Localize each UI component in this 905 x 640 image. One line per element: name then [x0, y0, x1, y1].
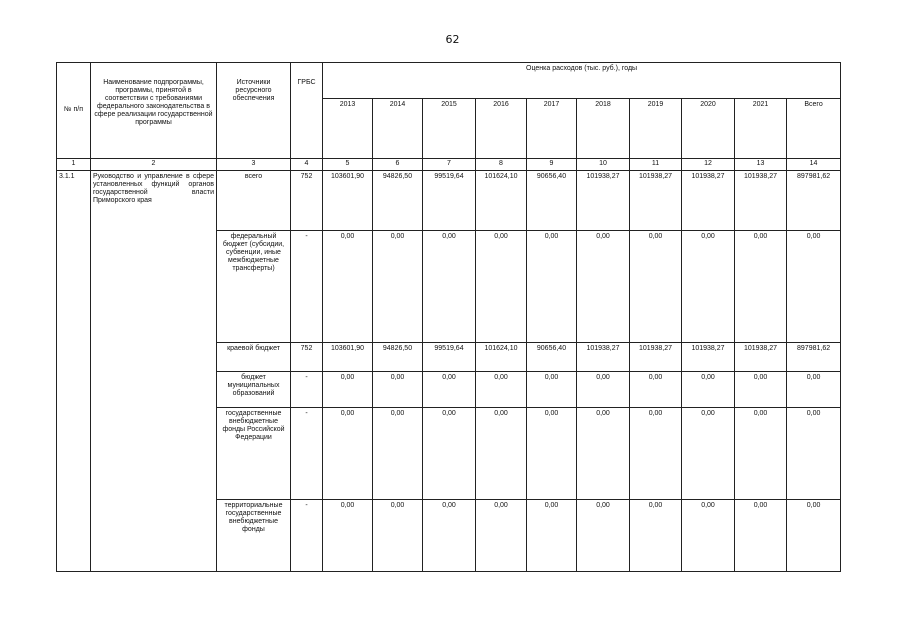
column-number: 6: [373, 159, 423, 171]
value-cell: 0,00: [476, 231, 527, 343]
value-cell: 0,00: [476, 500, 527, 572]
value-cell: 103601,90: [323, 343, 373, 372]
value-cell: 0,00: [476, 408, 527, 500]
value-cell: 0,00: [527, 500, 577, 572]
year-header: 2019: [630, 99, 682, 159]
value-cell: 101938,27: [577, 343, 630, 372]
column-number: 11: [630, 159, 682, 171]
year-header: 2017: [527, 99, 577, 159]
header-col-estimate: Оценка расходов (тыс. руб.), годы: [323, 63, 841, 99]
value-cell: 0,00: [527, 231, 577, 343]
value-cell: 0,00: [735, 372, 787, 408]
grbs-value: -: [291, 372, 323, 408]
value-cell: 0,00: [735, 408, 787, 500]
source-label: краевой бюджет: [217, 343, 291, 372]
year-header: 2021: [735, 99, 787, 159]
value-cell: 99519,64: [423, 343, 476, 372]
column-number: 10: [577, 159, 630, 171]
item-name: Руководство и управление в сфере установленных функций органов государственной власти Приморского края: [91, 171, 217, 572]
value-cell: 0,00: [373, 408, 423, 500]
page-number: 62: [445, 33, 460, 46]
year-header: 2015: [423, 99, 476, 159]
value-cell: 101938,27: [577, 171, 630, 231]
budget-table: [56, 62, 841, 572]
value-cell: 0,00: [476, 372, 527, 408]
total-cell: 0,00: [787, 500, 841, 572]
column-number: 14: [787, 159, 841, 171]
value-cell: 101938,27: [735, 343, 787, 372]
total-cell: 897981,62: [787, 171, 841, 231]
year-header: 2016: [476, 99, 527, 159]
value-cell: 0,00: [527, 408, 577, 500]
source-label: бюджет муниципальных образований: [217, 372, 291, 408]
source-label: территориальные государственные внебюджетные фонды: [217, 500, 291, 572]
header-col-no: № п/п: [57, 63, 91, 159]
value-cell: 101938,27: [630, 171, 682, 231]
value-cell: 0,00: [423, 500, 476, 572]
year-header: 2013: [323, 99, 373, 159]
value-cell: 0,00: [682, 500, 735, 572]
value-cell: 0,00: [527, 372, 577, 408]
value-cell: 94826,50: [373, 171, 423, 231]
value-cell: 0,00: [373, 372, 423, 408]
total-cell: 897981,62: [787, 343, 841, 372]
value-cell: 0,00: [323, 231, 373, 343]
value-cell: 101938,27: [682, 343, 735, 372]
value-cell: 0,00: [323, 500, 373, 572]
value-cell: 0,00: [735, 500, 787, 572]
value-cell: 0,00: [373, 500, 423, 572]
value-cell: 101938,27: [682, 171, 735, 231]
value-cell: 0,00: [682, 408, 735, 500]
year-header: 2020: [682, 99, 735, 159]
value-cell: 0,00: [323, 408, 373, 500]
total-header: Всего: [787, 99, 841, 159]
grbs-value: -: [291, 231, 323, 343]
value-cell: 101938,27: [735, 171, 787, 231]
total-cell: 0,00: [787, 408, 841, 500]
value-cell: 0,00: [323, 372, 373, 408]
value-cell: 101624,10: [476, 171, 527, 231]
value-cell: 0,00: [423, 372, 476, 408]
total-cell: 0,00: [787, 231, 841, 343]
column-number: 13: [735, 159, 787, 171]
grbs-value: -: [291, 408, 323, 500]
value-cell: 103601,90: [323, 171, 373, 231]
column-number: 12: [682, 159, 735, 171]
column-number: 1: [57, 159, 91, 171]
value-cell: 0,00: [577, 231, 630, 343]
value-cell: 0,00: [735, 231, 787, 343]
grbs-value: 752: [291, 171, 323, 231]
value-cell: 0,00: [630, 372, 682, 408]
grbs-value: 752: [291, 343, 323, 372]
total-cell: 0,00: [787, 372, 841, 408]
grbs-value: -: [291, 500, 323, 572]
source-label: федеральный бюджет (субсидии, субвенции, иные межбюджетные трансферты): [217, 231, 291, 343]
value-cell: 90656,40: [527, 343, 577, 372]
column-number: 5: [323, 159, 373, 171]
table-row: [57, 171, 841, 231]
header-col-sources: Источники ресурсного обеспечения: [217, 63, 291, 159]
column-number: 4: [291, 159, 323, 171]
value-cell: 0,00: [630, 500, 682, 572]
value-cell: 0,00: [577, 408, 630, 500]
column-number: 7: [423, 159, 476, 171]
column-number: 9: [527, 159, 577, 171]
value-cell: 101938,27: [630, 343, 682, 372]
column-number: 8: [476, 159, 527, 171]
header-col-name: Наименование подпрограммы, программы, принятой в соответствии с требованиями федерального законодательства в сфере реализации государственной программы: [91, 63, 217, 159]
column-number: 2: [91, 159, 217, 171]
header-row: [57, 63, 841, 99]
value-cell: 0,00: [423, 231, 476, 343]
value-cell: 0,00: [577, 500, 630, 572]
source-label: всего: [217, 171, 291, 231]
value-cell: 0,00: [577, 372, 630, 408]
column-number: 3: [217, 159, 291, 171]
value-cell: 0,00: [630, 408, 682, 500]
value-cell: 0,00: [373, 231, 423, 343]
value-cell: 101624,10: [476, 343, 527, 372]
value-cell: 0,00: [682, 231, 735, 343]
value-cell: 0,00: [423, 408, 476, 500]
value-cell: 0,00: [630, 231, 682, 343]
year-header: 2018: [577, 99, 630, 159]
column-numbers-row: [57, 159, 841, 171]
source-label: государственные внебюджетные фонды Российской Федерации: [217, 408, 291, 500]
year-header: 2014: [373, 99, 423, 159]
value-cell: 90656,40: [527, 171, 577, 231]
value-cell: 99519,64: [423, 171, 476, 231]
header-col-grbs: ГРБС: [291, 63, 323, 159]
value-cell: 94826,50: [373, 343, 423, 372]
value-cell: 0,00: [682, 372, 735, 408]
item-number: 3.1.1: [57, 171, 91, 572]
